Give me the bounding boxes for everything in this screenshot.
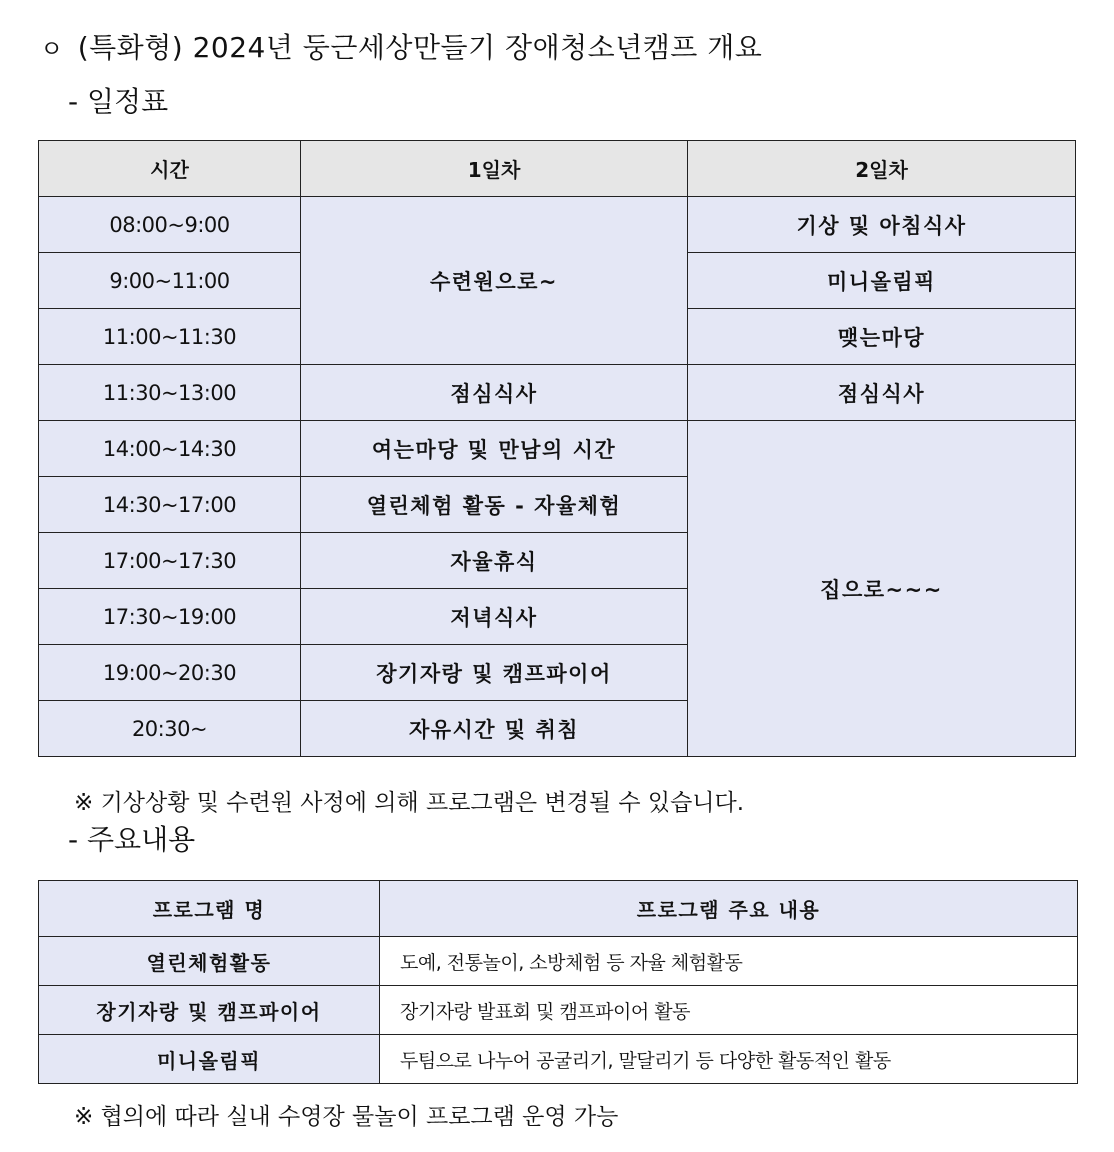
time-cell: 17:00~17:30 <box>39 533 301 589</box>
program-name-cell: 미니올림픽 <box>39 1035 380 1084</box>
day2-cell: 미니올림픽 <box>688 253 1076 309</box>
schedule-table <box>38 140 1076 757</box>
time-cell: 11:00~11:30 <box>39 309 301 365</box>
time-cell: 19:00~20:30 <box>39 645 301 701</box>
program-desc-cell: 장기자랑 발표회 및 캠프파이어 활동 <box>380 986 1078 1035</box>
day1-cell: 저녁식사 <box>301 589 688 645</box>
time-cell: 08:00~9:00 <box>39 197 301 253</box>
day2-cell: 기상 및 아침식사 <box>688 197 1076 253</box>
schedule-header-row <box>39 141 1076 197</box>
schedule-row <box>39 421 1076 477</box>
header-time: 시간 <box>39 141 301 197</box>
header-program-name: 프로그램 명 <box>39 881 380 937</box>
program-desc-cell: 도예, 전통놀이, 소방체험 등 자율 체험활동 <box>380 937 1078 986</box>
day2-cell: 맺는마당 <box>688 309 1076 365</box>
time-cell: 20:30~ <box>39 701 301 757</box>
header-day2: 2일차 <box>688 141 1076 197</box>
header-day1: 1일차 <box>301 141 688 197</box>
day1-cell: 여는마당 및 만남의 시간 <box>301 421 688 477</box>
program-desc-cell: 두팀으로 나누어 공굴리기, 말달리기 등 다양한 활동적인 활동 <box>380 1035 1078 1084</box>
day1-cell: 수련원으로~ <box>301 197 688 365</box>
title-text: (특화형) 2024년 둥근세상만들기 장애청소년캠프 개요 <box>77 31 763 64</box>
day1-cell: 점심식사 <box>301 365 688 421</box>
content-heading: - 주요내용 <box>68 823 196 856</box>
content-header-row <box>39 881 1078 937</box>
day1-cell: 장기자랑 및 캠프파이어 <box>301 645 688 701</box>
day1-cell: 열린체험 활동 - 자율체험 <box>301 477 688 533</box>
header-program-desc: 프로그램 주요 내용 <box>380 881 1078 937</box>
time-cell: 9:00~11:00 <box>39 253 301 309</box>
program-name-cell: 열린체험활동 <box>39 937 380 986</box>
content-row <box>39 1035 1078 1084</box>
content-note: ※ 협의에 따라 실내 수영장 물놀이 프로그램 운영 가능 <box>74 1104 619 1130</box>
day2-cell: 점심식사 <box>688 365 1076 421</box>
content-table <box>38 880 1078 1084</box>
program-name-cell: 장기자랑 및 캠프파이어 <box>39 986 380 1035</box>
schedule-row <box>39 197 1076 253</box>
time-cell: 14:00~14:30 <box>39 421 301 477</box>
content-row <box>39 937 1078 986</box>
content-row <box>39 986 1078 1035</box>
day2-cell: 집으로~~~ <box>688 421 1076 757</box>
schedule-heading: - 일정표 <box>68 85 169 118</box>
title-bullet: ㅇ <box>40 35 64 63</box>
time-cell: 11:30~13:00 <box>39 365 301 421</box>
schedule-note: ※ 기상상황 및 수련원 사정에 의해 프로그램은 변경될 수 있습니다. <box>74 790 745 816</box>
day1-cell: 자유시간 및 취침 <box>301 701 688 757</box>
day1-cell: 자율휴식 <box>301 533 688 589</box>
time-cell: 14:30~17:00 <box>39 477 301 533</box>
document-title <box>40 26 762 66</box>
time-cell: 17:30~19:00 <box>39 589 301 645</box>
schedule-row <box>39 365 1076 421</box>
